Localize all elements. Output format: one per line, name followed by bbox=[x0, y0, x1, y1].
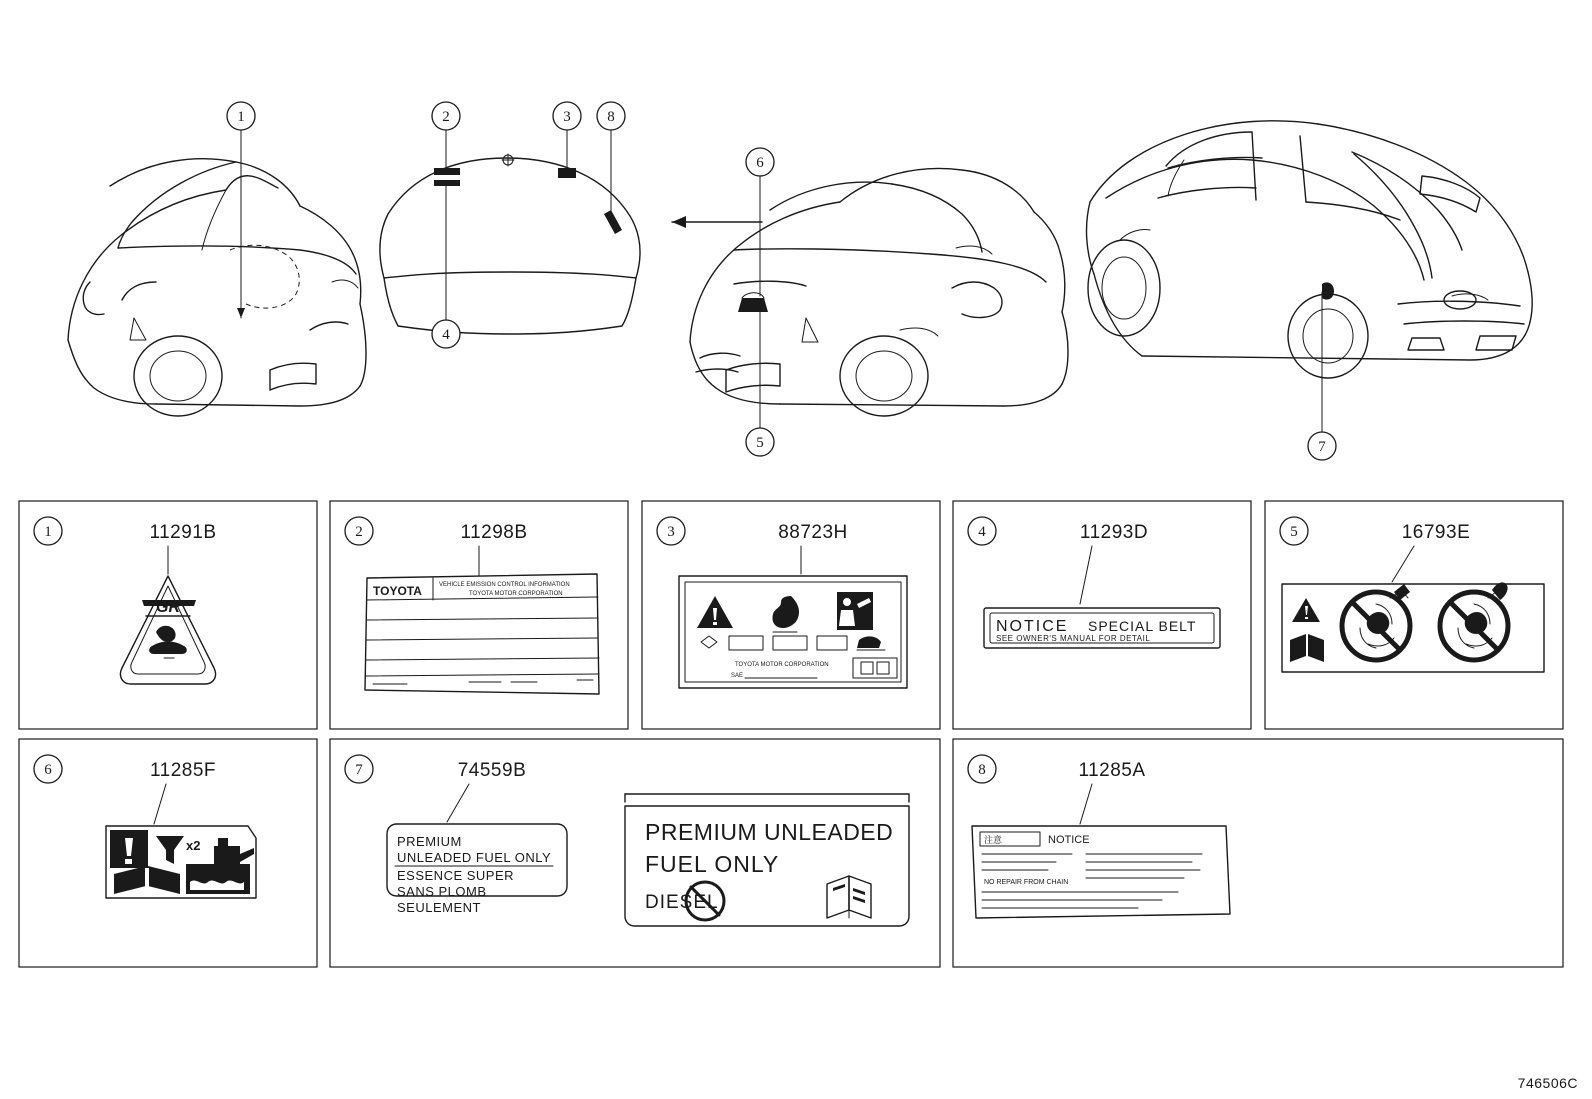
fuel-premium-text: PREMIUM bbox=[397, 834, 462, 849]
panel-1-callout: 1 bbox=[44, 524, 52, 540]
fuel-seulement-text: SEULEMENT bbox=[397, 900, 481, 915]
label-panel-2 bbox=[329, 500, 629, 730]
panel-5-callout: 5 bbox=[1290, 524, 1298, 540]
vehicle-illustrations bbox=[0, 0, 1592, 490]
notice-jp-text: 注意 bbox=[984, 835, 1003, 845]
special-belt-word: SPECIAL BELT bbox=[1088, 618, 1197, 634]
callout-2-top: 2 bbox=[442, 109, 450, 125]
notice-en-text: NOTICE bbox=[1048, 834, 1090, 846]
hood-underside-view bbox=[380, 102, 762, 348]
see-manual-text: SEE OWNER'S MANUAL FOR DETAIL bbox=[996, 634, 1151, 643]
panel-7-callout: 7 bbox=[355, 762, 363, 778]
label-panel-6 bbox=[18, 738, 318, 968]
callout-8-top: 8 bbox=[607, 109, 615, 125]
callout-7-top: 7 bbox=[1318, 439, 1326, 455]
gr-logo-text: GR bbox=[156, 599, 180, 616]
panel-2-callout: 2 bbox=[355, 524, 363, 540]
panel-4-callout: 4 bbox=[978, 524, 986, 540]
rear-three-quarter-view bbox=[1087, 121, 1533, 460]
emission-corp: TOYOTA MOTOR CORPORATION bbox=[469, 591, 563, 597]
panel-5-part-number: 16793E bbox=[1401, 522, 1471, 543]
fuel-large-line2: FUEL ONLY bbox=[645, 851, 780, 877]
panel-2-part-number: 11298B bbox=[460, 522, 528, 543]
label-panel-7 bbox=[329, 738, 941, 968]
callout-6-top: 6 bbox=[756, 155, 764, 171]
emission-title: VEHICLE EMISSION CONTROL INFORMATION bbox=[439, 582, 570, 588]
panel-4-part-number: 11293D bbox=[1079, 522, 1149, 543]
oil-quantity-text: x2 bbox=[186, 838, 201, 853]
fuel-essence-text: ESSENCE SUPER bbox=[397, 868, 515, 883]
callout-5-top: 5 bbox=[756, 435, 764, 451]
engine-bay-open-hood-view bbox=[690, 148, 1068, 456]
panel-8-part-number: 11285A bbox=[1078, 760, 1146, 781]
panel-3-callout: 3 bbox=[667, 524, 675, 540]
fuel-diesel-text: DIESEL bbox=[645, 892, 719, 913]
panel-3-part-number: 88723H bbox=[778, 522, 848, 543]
panel-6-part-number: 11285F bbox=[149, 760, 217, 781]
label-panel-4 bbox=[952, 500, 1252, 730]
panel-8-callout: 8 bbox=[978, 762, 986, 778]
label-panel-1 bbox=[18, 500, 318, 730]
notice-word: NOTICE bbox=[996, 618, 1069, 635]
fuel-unleaded-text: UNLEADED FUEL ONLY bbox=[397, 850, 552, 865]
front-three-quarter-view bbox=[68, 102, 366, 416]
panel-7-part-number: 74559B bbox=[457, 760, 527, 781]
callout-1-top: 1 bbox=[237, 109, 245, 125]
callout-3-top: 3 bbox=[563, 109, 571, 125]
fuel-large-line1: PREMIUM UNLEADED bbox=[645, 819, 894, 845]
panel-6-callout: 6 bbox=[44, 762, 52, 778]
fuel-sans-plomb-text: SANS PLOMB bbox=[397, 884, 487, 899]
label-panel-3 bbox=[641, 500, 941, 730]
drawing-code: 746506C bbox=[1517, 1075, 1578, 1091]
notice-chain-text: NO REPAIR FROM CHAIN bbox=[984, 879, 1069, 886]
label-panel-8 bbox=[952, 738, 1564, 968]
label-panel-5 bbox=[1264, 500, 1564, 730]
toyota-wordmark: TOYOTA bbox=[373, 584, 422, 598]
ac-label-corp: TOYOTA MOTOR CORPORATION bbox=[735, 662, 829, 668]
panel-1-part-number: 11291B bbox=[149, 522, 217, 543]
ac-label-sae: SAE bbox=[731, 673, 744, 679]
callout-4-top: 4 bbox=[442, 327, 450, 343]
